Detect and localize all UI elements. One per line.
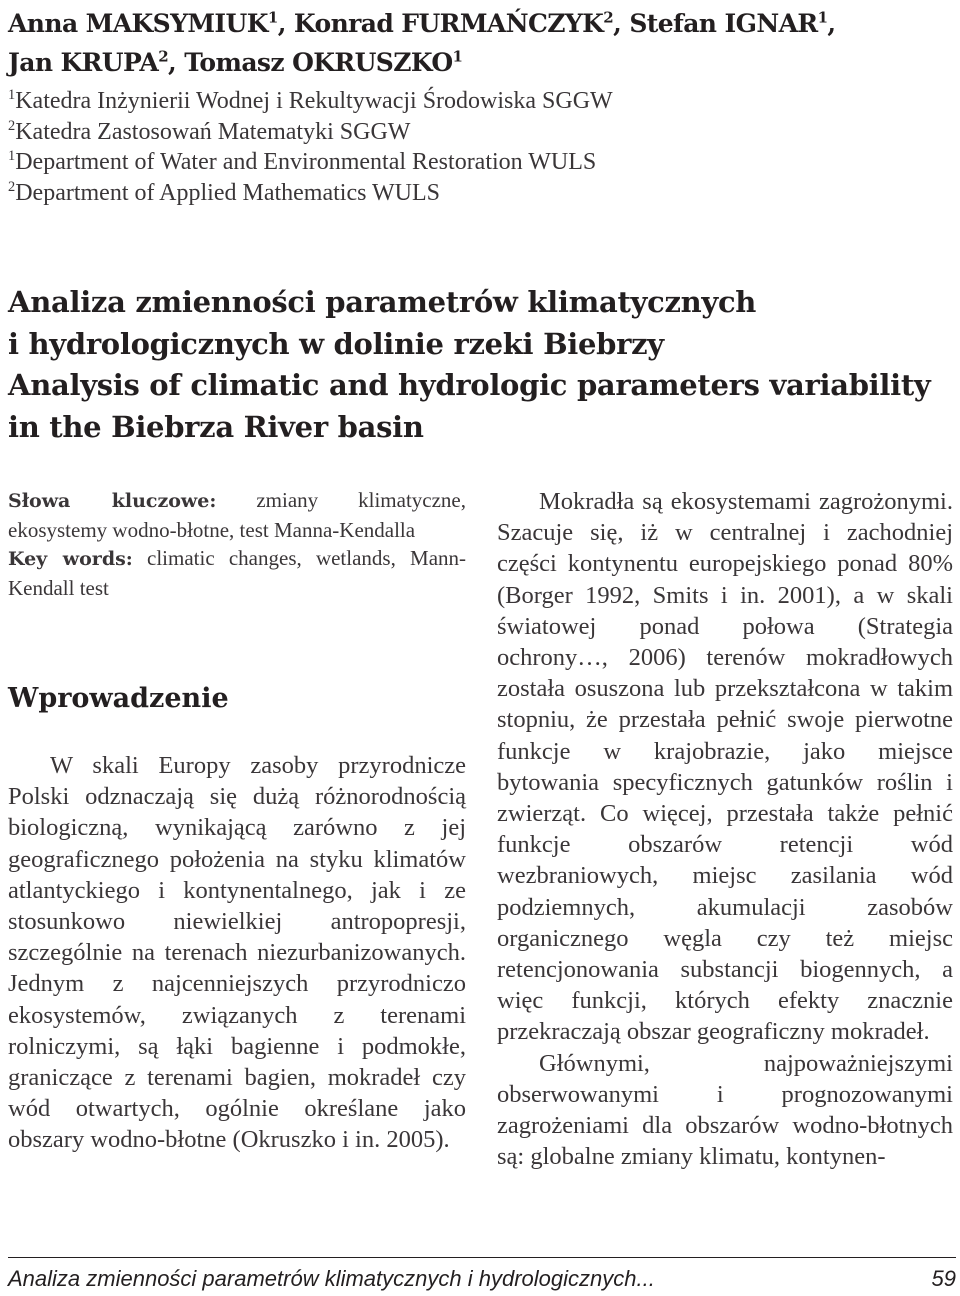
page-footer (8, 1257, 956, 1292)
affiliation-text: Katedra Zastosowań Matematyki SGGW (15, 118, 411, 145)
affiliation (8, 86, 948, 117)
author-name: Konrad FURMAŃCZYK (293, 9, 604, 38)
title-polish-line-2: i hydrologicznych w dolinie rzeki Biebrzy (8, 326, 664, 361)
left-column (8, 486, 466, 1156)
affiliation-number: 2 (8, 178, 16, 195)
affiliation-number: 2 (8, 117, 16, 134)
author-affiliation-marker: 1 (267, 8, 278, 27)
author-name: Anna MAKSYMIUK (8, 9, 268, 38)
affiliation-text: Department of Applied Mathematics WULS (15, 179, 440, 206)
affiliation (8, 117, 948, 148)
affiliation (8, 178, 948, 209)
keywords-polish-text: zmiany klimatyczne, ekosystemy wodno-błotne, test Manna-Kendalla (8, 488, 467, 542)
affiliation-number: 1 (8, 148, 16, 164)
body-paragraph: W skali Europy zasoby przyrodnicze Polski odznaczają się dużą różnorodnością biologiczną, wynikającą zarówno z jej geograficznego położenia na styku klimatów atlantyckiego i kontynentalnego, jak i ze stosunkowo niewielkiej antropopresji, szczególnie na terenach niezurbanizowanych. Jednym z najcenniejszych przyrodniczo ekosystemów, związanych z terenami rolniczymi, są łąki bagienne i podmokłe, graniczące z terenami bagien, mokradeł czy wód otwartych, ogólnie określane jako obszary wodno-błotne (Okruszko i in. 2005). (8, 752, 466, 1154)
section-heading: Wprowadzenie (8, 683, 229, 714)
title-english-line-2: in the Biebrza River basin (8, 409, 424, 444)
author-affiliation-marker: 1 (452, 47, 463, 66)
body-paragraph: Głównymi, najpoważniejszymi obserwowanymi i prognozowanymi zagrożeniami dla obszarów wodno-błotnych są: globalne zmiany klimatu, kontynen- (497, 1049, 953, 1171)
keywords-english-text: climatic changes, wetlands, Mann-Kendall test (8, 546, 467, 600)
affiliation-list (8, 86, 948, 208)
author-affiliation-marker: 2 (158, 47, 169, 66)
affiliation-text: Department of Water and Environmental Restoration WULS (15, 149, 597, 175)
author-name: Tomasz OKRUSZKO (184, 48, 453, 77)
affiliation-number: 1 (8, 87, 16, 103)
author-name: Stefan IGNAR (629, 9, 818, 38)
page-number: 59 (931, 1266, 956, 1291)
keywords-polish-label: Słowa kluczowe: (8, 490, 217, 512)
title-polish-line-1: Analiza zmienności parametrów klimatycznych (8, 285, 757, 319)
running-title: Analiza zmienności parametrów klimatycznych i hydrologicznych... (8, 1266, 655, 1291)
affiliation (8, 147, 948, 178)
author-affiliation-marker: 1 (817, 8, 828, 27)
keywords-polish (8, 486, 466, 544)
author-name: Jan KRUPA (8, 48, 159, 77)
author-list (8, 4, 948, 82)
author-line-2: Jan KRUPA$^2$, Tomasz OKRUSZKO$^1$ (8, 47, 463, 77)
author-affiliation-marker: 2 (603, 8, 614, 27)
title-english-line-1: Analysis of climatic and hydrologic parameters variability (8, 368, 931, 402)
keywords-english-label: Key words: (8, 548, 133, 570)
body-paragraph: Mokradła są ekosystemami zagrożonymi. Szacuje się, iż w centralnej i zachodniej części kontynentu europejskiego ponad 80% (Borger 1992, Smits i in. 2001), a w skali światowej ponad połowa (Strategia ochrony…, 2006) terenów mokradłowych została osuszona lub przekształcona w takim stopniu, że przestała pełnić swoje pierwotne funkcje w krajobrazie, jako miejsce bytowania specyficznych gatunków roślin i zwierząt. Co więcej, przestała także pełnić funkcje obszarów retencji wód wezbraniowych, miejsc zasilania wód podziemnych, akumulacji zasobów organicznego węgla czy też miejsc retencjonowania substancji biogennych, a więc funkcji, których efekty znacznie przekraczają obszar geograficzny mokradeł. (497, 488, 953, 1046)
affiliation-text: Katedra Inżynierii Wodnej i Rekultywacji Środowiska SGGW (15, 88, 613, 114)
keywords-english (8, 544, 466, 602)
author-line-1: Anna MAKSYMIUK$^1$, Konrad FURMAŃCZYK$^2$, Stefan IGNAR$^1$, (8, 8, 836, 38)
paper-title (8, 282, 953, 448)
right-column (497, 486, 953, 1172)
